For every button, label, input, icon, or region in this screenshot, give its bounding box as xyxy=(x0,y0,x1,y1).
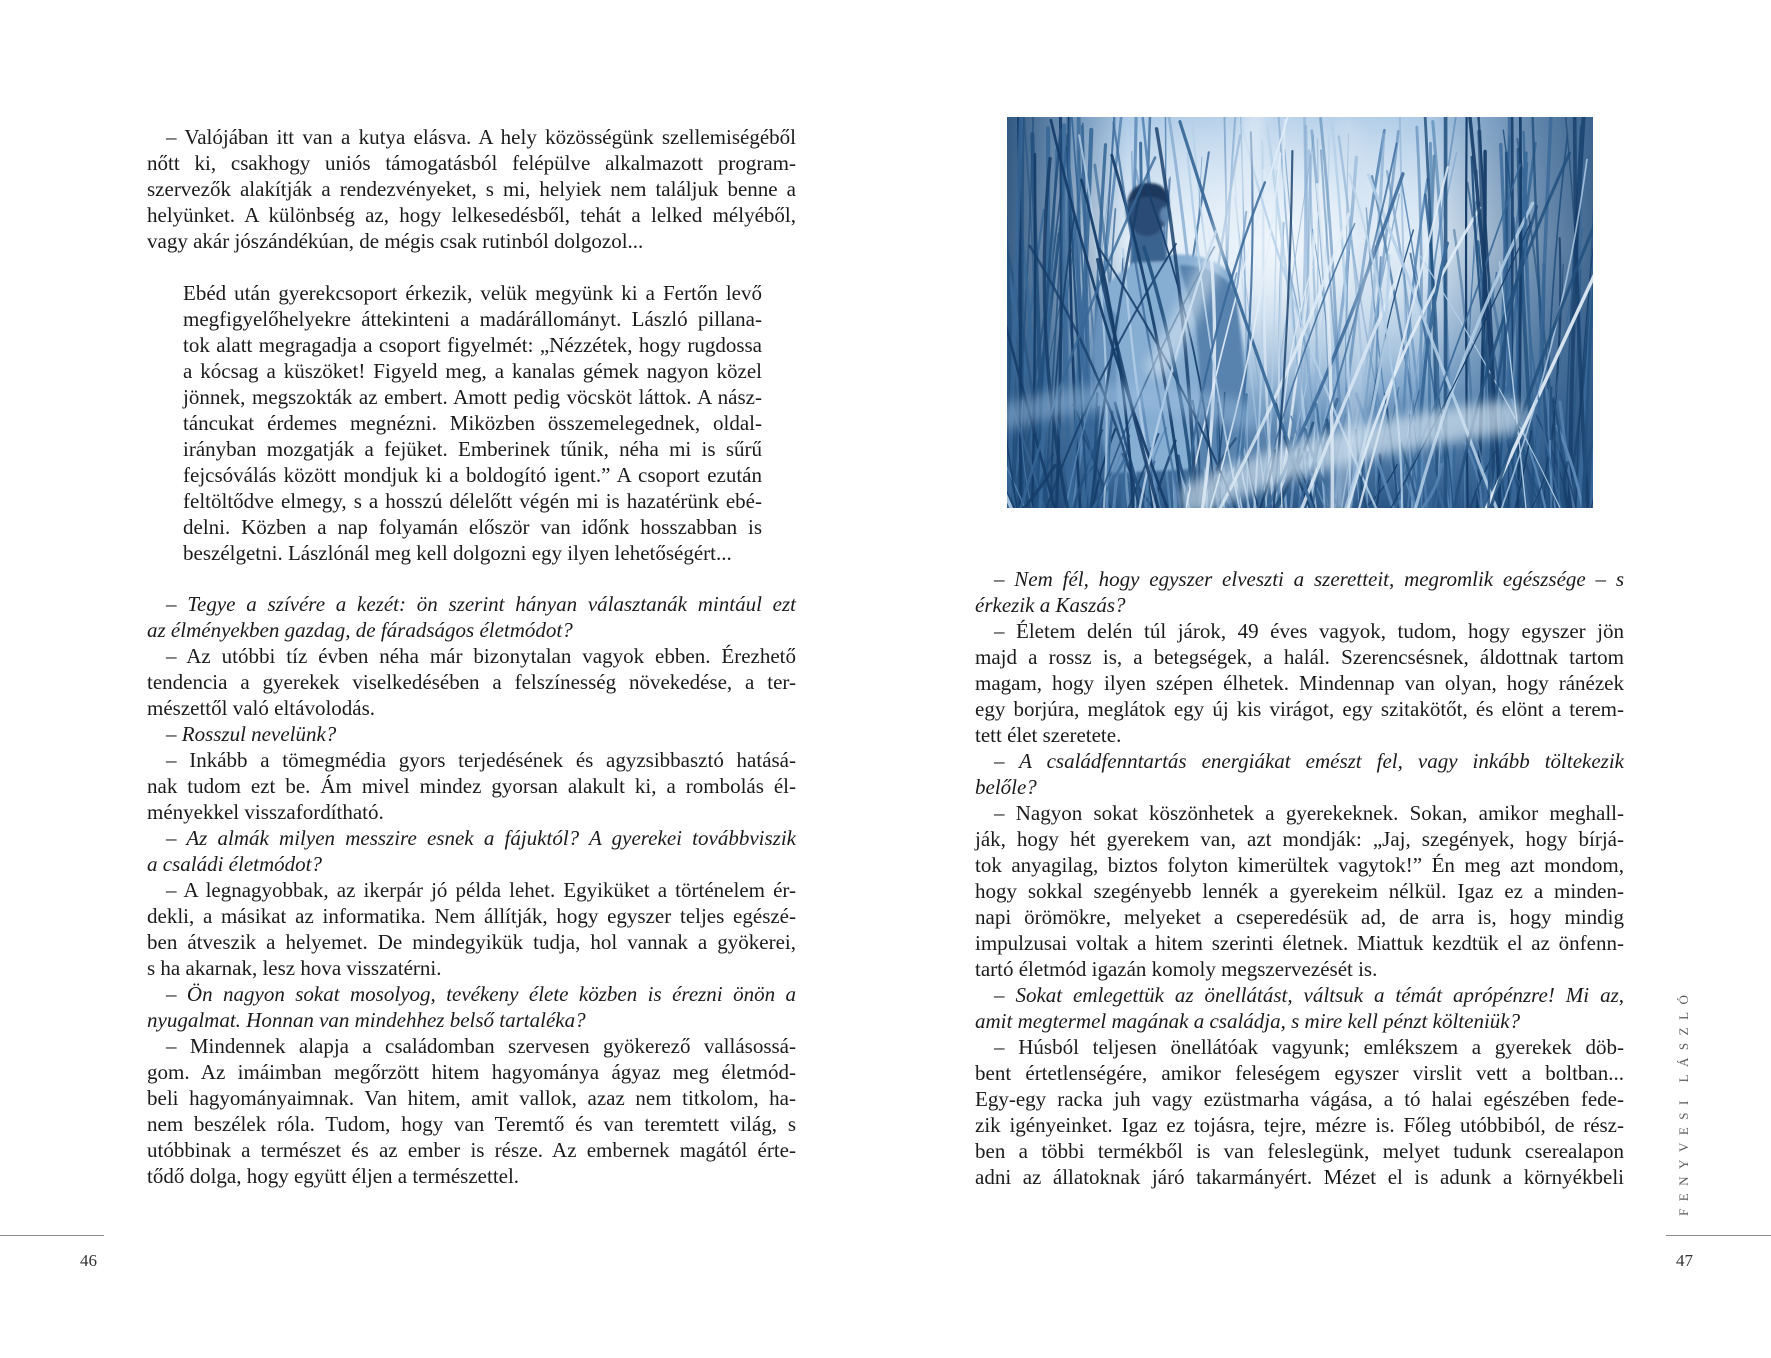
answer-line: mészettől való eltávolodás. xyxy=(147,696,376,720)
text-line: a kócsag a küszöket! Figyeld meg, a kanalas gémek nagyon közel xyxy=(183,359,762,383)
question-line: az élményekben gazdag, de fáradságos életmódot? xyxy=(147,618,573,642)
answer-line: Egy-egy racka juh vagy ezüstmarha vágása, a tó halai egészében fede- xyxy=(975,1087,1624,1111)
right-page xyxy=(885,0,1771,1358)
question-line: érkezik a Kaszás? xyxy=(975,593,1126,617)
question-line: amit megtermel magának a családja, s mire kell pénzt költeniük? xyxy=(975,1009,1521,1033)
answer-line: – Inkább a tömegmédia gyors terjedésének és agyzsibbasztó hatásá- xyxy=(166,748,796,772)
interview-text xyxy=(147,591,796,1189)
answer-line: tődő dolga, hogy együtt éljen a természettel. xyxy=(147,1164,520,1188)
text-line: delni. Közben a nap folyamán először van időnk hosszabban is xyxy=(183,515,762,539)
text-line: vagy akár jószándékúan, de mégis csak rutinból dolgozol... xyxy=(147,229,644,253)
text-line: beszélgetni. Lászlónál meg kell dolgozni egy ilyen lehetőségért... xyxy=(183,541,732,565)
answer-line: ben a többi termékből is van feleslegünk, melyet tudunk cserealapon xyxy=(975,1139,1624,1163)
answer-line: ményekkel visszafordítható. xyxy=(147,800,384,824)
answer-line: hogy sokkal szegényebb lennék a gyerekeim nélkül. Igaz ez a minden- xyxy=(975,879,1624,903)
answer-line: – Nagyon sokat köszönhetek a gyerekeknek. Sokan, amikor meghall- xyxy=(994,801,1624,825)
answer-line: egy borjúra, meglátok egy új kis virágot, egy szitakötőt, és elönt a terem- xyxy=(975,697,1624,721)
answer-line: tett élet szeretete. xyxy=(975,723,1122,747)
text-line: szervezők alakítják a rendezvényeket, s mi, helyiek nem találjuk benne a xyxy=(147,177,796,201)
answer-line: napi örömökre, melyeket a cseperedésük ad, de arra is, hogy mindig xyxy=(975,905,1624,929)
answer-line: – Életem delén túl járok, 49 éves vagyok, tudom, hogy egyszer jön xyxy=(994,619,1624,643)
answer-line: bent értetlenségére, amikor feleségem egyszer virslit vett a boltban... xyxy=(975,1061,1624,1085)
text-line: Ebéd után gyerekcsoport érkezik, velük megyünk ki a Fertőn levő xyxy=(183,281,762,305)
text-line: táncukat érdemes megnézni. Miközben összemelegednek, oldal- xyxy=(183,411,762,435)
answer-line: beli hagyományaimnak. Van hitem, amit vallok, azaz nem titkolom, ha- xyxy=(147,1086,796,1110)
question-line: – Rosszul nevelünk? xyxy=(166,722,337,746)
answer-line: impulzusai voltak a hitem szerinti életnek. Miattuk kezdtük el az önfenn- xyxy=(975,931,1624,955)
answer-line: nem beszélek róla. Tudom, hogy van Teremtő és van teremtett világ, s xyxy=(147,1112,796,1136)
running-head-author: FENYVESI LÁSZLÓ xyxy=(1676,987,1691,1216)
answer-line: – Húsból teljesen önellátóak vagyunk; emlékszem a gyerekek döb- xyxy=(994,1035,1624,1059)
answer-line: ják, hogy hét gyerekem van, azt mondják: „Jaj, szegények, hogy bírjá- xyxy=(975,827,1624,851)
answer-line: tartó életmód igazán komoly megszervezését is. xyxy=(975,957,1378,981)
interview-text xyxy=(975,566,1624,1190)
answer-line: utóbbinak a természet és az ember is része. Az embernek magától érte- xyxy=(147,1138,796,1162)
answer-line: – A legnagyobbak, az ikerpár jó példa lehet. Egyiküket a történelem ér- xyxy=(166,878,796,902)
answer-line: dekli, a másikat az informatika. Nem állítják, hogy egyszer teljes egészé- xyxy=(147,904,796,928)
question-line: nyugalmat. Honnan van mindehhez belső tartaléka? xyxy=(147,1008,586,1032)
answer-line: adni az állatoknak járó takarmányért. Mézet el is adunk a környékbeli xyxy=(975,1165,1624,1189)
answer-line: – Mindennek alapja a családomban szervesen gyökerező vallásossá- xyxy=(166,1034,796,1058)
answer-line: magam, hogy ilyen szépen élhetek. Mindennap van olyan, hogy ránézek xyxy=(975,671,1624,695)
question-line: – A családfenntartás energiákat emészt fel, vagy inkább töltekezik xyxy=(994,749,1624,773)
text-line: fejcsóválás között mondjuk ki a boldogító igent.” A csoport ezután xyxy=(183,463,762,487)
text-line: feltöltődve elmegy, s a hosszú délelőtt végén mi is hazatérünk ebé- xyxy=(183,489,762,513)
text-line: – Valójában itt van a kutya elásva. A hely közösségünk szellemiségéből xyxy=(166,125,796,149)
page-number: 47 xyxy=(1676,1251,1693,1270)
question-line: – Nem fél, hogy egyszer elveszti a szeretteit, megromlik egészsége – s xyxy=(994,567,1624,591)
answer-paragraph xyxy=(147,124,796,254)
text-line: irányban mozgatják a fejüket. Emberinek tűnik, néha mi is sűrű xyxy=(183,437,762,461)
answer-line: tok anyagilag, biztos folyton kimerültek vagytok!” Én meg azt mondom, xyxy=(975,853,1624,877)
text-line: tok alatt megragadja a csoport figyelmét: „Nézzétek, hogy rugdossa xyxy=(183,333,762,357)
answer-line: zik igényeinket. Igaz ez tojásra, tejre, mézre is. Főleg utóbbiból, de rész- xyxy=(975,1113,1624,1137)
answer-line: s ha akarnak, lesz hova visszatérni. xyxy=(147,956,442,980)
question-line: belőle? xyxy=(975,775,1037,799)
question-line: – Sokat emlegettük az önellátást, váltsuk a témát aprópénzre! Mi az, xyxy=(994,983,1624,1007)
question-line: a családi életmódot? xyxy=(147,852,322,876)
narration-block xyxy=(183,280,762,566)
question-line: – Ön nagyon sokat mosolyog, tevékeny élete közben is érezni önön a xyxy=(166,982,796,1006)
text-line: jönnek, megszokták az embert. Amott pedig vöcsköt láttok. A nász- xyxy=(183,385,762,409)
answer-line: gom. Az imáimban megőrzött hitem hagyománya ágyaz meg életmód- xyxy=(147,1060,796,1084)
answer-line: tendencia a gyerekek viselkedésében a felszínesség növekedése, a ter- xyxy=(147,670,796,694)
page-number: 46 xyxy=(80,1251,97,1270)
footer-rule xyxy=(0,1235,104,1236)
question-line: – Az almák milyen messzire esnek a fájuktól? A gyerekei továbbviszik xyxy=(166,826,796,850)
answer-line: nak tudom ezt be. Ám mivel mindez gyorsan alakult ki, a rombolás él- xyxy=(147,774,796,798)
question-line: – Tegye a szívére a kezét: ön szerint hányan választanák mintául ezt xyxy=(166,592,796,616)
photo-illustration xyxy=(1007,117,1593,508)
answer-line: ben átveszik a helyemet. De mindegyikük tudja, hol vannak a gyökerei, xyxy=(147,930,796,954)
text-line: helyünket. A különbség az, hogy lelkesedésből, tehát a lelked mélyéből, xyxy=(147,203,796,227)
answer-line: – Az utóbbi tíz évben néha már bizonytalan vagyok ebben. Érezhető xyxy=(166,644,796,668)
text-line: megfigyelőhelyekre áttekinteni a madárállományt. László pillana- xyxy=(183,307,762,331)
reed-field-photo xyxy=(1007,117,1593,508)
footer-rule xyxy=(1666,1235,1771,1236)
text-line: nőtt ki, csakhogy uniós támogatásból felépülve alkalmazott program- xyxy=(147,151,796,175)
answer-line: majd a rossz is, a betegségek, a halál. Szerencsésnek, áldottnak tartom xyxy=(975,645,1624,669)
left-page xyxy=(0,0,885,1358)
